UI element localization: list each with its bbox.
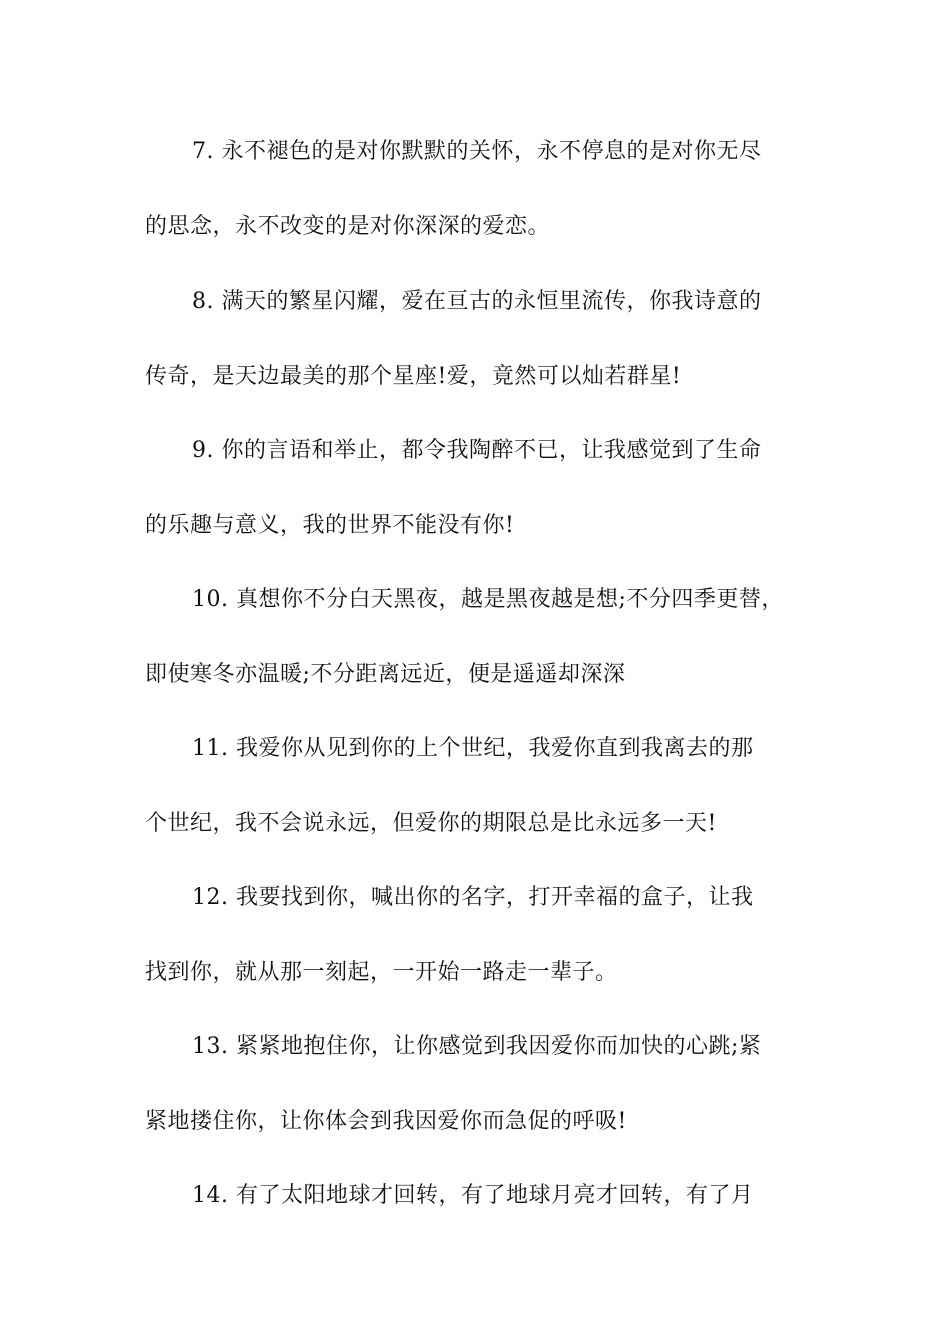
paragraph-8-line-2: 传奇，是天边最美的那个星座!爱，竟然可以灿若群星! xyxy=(145,364,682,389)
paragraph-10-line-1: 10. 真想你不分白天黑夜，越是黑夜越是想;不分四季更替， xyxy=(192,587,784,612)
paragraph-10-line-2: 即使寒冬亦温暖;不分距离远近，便是遥遥却深深 xyxy=(145,662,626,687)
paragraph-7-line-2: 的思念，永不改变的是对你深深的爱恋。 xyxy=(145,214,551,239)
paragraph-12-line-2: 找到你，就从那一刻起，一开始一路走一辈子。 xyxy=(145,960,618,985)
paragraph-13-line-1: 13. 紧紧地抱住你，让你感觉到我因爱你而加快的心跳;紧 xyxy=(192,1034,762,1059)
paragraph-12-line-1: 12. 我要找到你，喊出你的名字，打开幸福的盒子，让我 xyxy=(192,885,754,910)
paragraph-13-line-2: 紧地搂住你，让你体会到我因爱你而急促的呼吸! xyxy=(145,1109,627,1134)
paragraph-7-line-1: 7. 永不褪色的是对你默默的关怀，永不停息的是对你无尽 xyxy=(192,139,762,164)
paragraph-8-line-1: 8. 满天的繁星闪耀，爱在亘古的永恒里流传，你我诗意的 xyxy=(192,289,762,314)
paragraph-11-line-2: 个世纪，我不会说永远，但爱你的期限总是比永远多一天! xyxy=(145,811,717,836)
paragraph-9-line-1: 9. 你的言语和举止，都令我陶醉不已，让我感觉到了生命 xyxy=(192,438,762,463)
paragraph-11-line-1: 11. 我爱你从见到你的上个世纪，我爱你直到我离去的那 xyxy=(192,736,754,761)
paragraph-9-line-2: 的乐趣与意义，我的世界不能没有你! xyxy=(145,513,515,538)
paragraph-14-line-1: 14. 有了太阳地球才回转，有了地球月亮才回转，有了月 xyxy=(192,1183,754,1208)
